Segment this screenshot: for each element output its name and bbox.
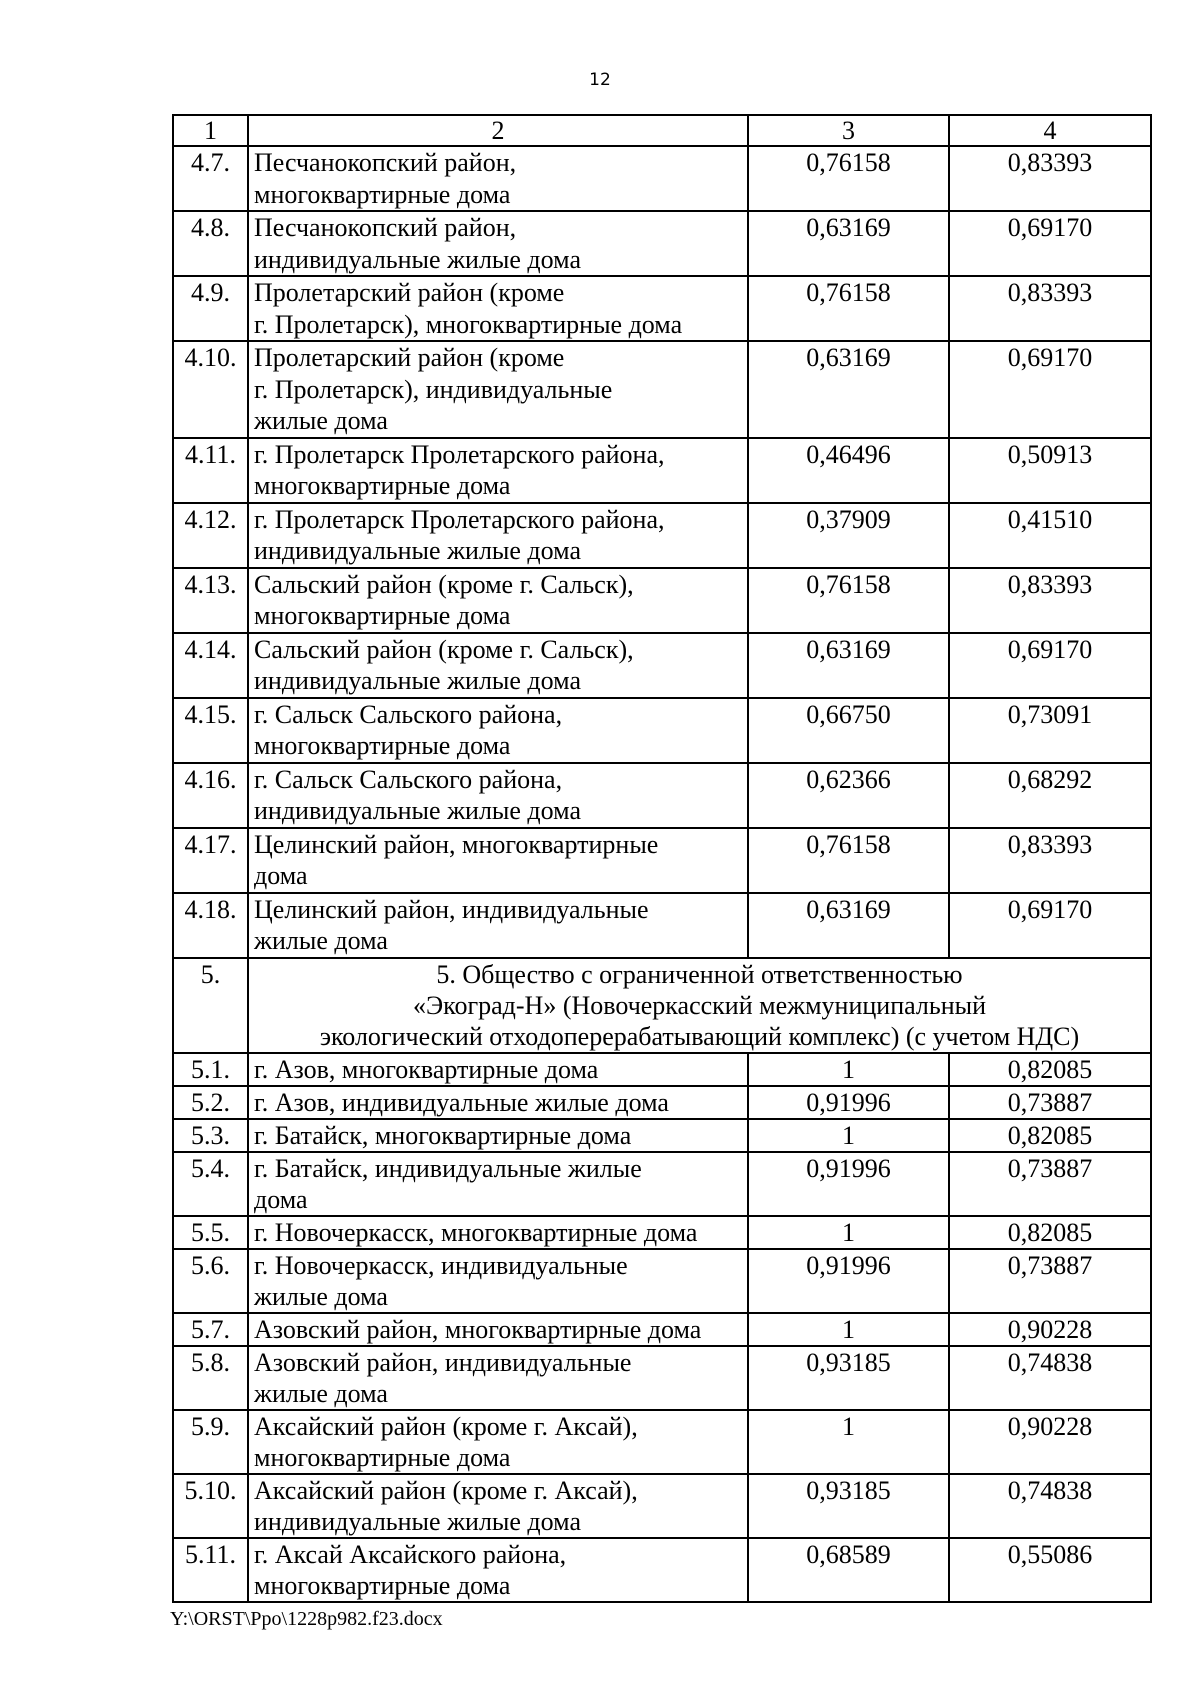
row-value-col4: 0,55086 [949,1538,1151,1602]
row-number: 5.5. [173,1216,248,1249]
row-value-col3: 0,91996 [748,1086,949,1119]
table-row [173,1249,1151,1313]
row-name: Сальский район (кроме г. Сальск), многоквартирные дома [248,568,748,633]
table-row [173,211,1151,276]
header-col-4: 4 [949,115,1151,146]
row-value-col4: 0,69170 [949,893,1151,958]
row-value-col4: 0,83393 [949,276,1151,341]
row-value-col4: 0,73091 [949,698,1151,763]
row-number: 4.17. [173,828,248,893]
row-value-col3: 0,76158 [748,568,949,633]
row-name: Песчанокопский район, многоквартирные дома [248,146,748,211]
table-body [173,115,1151,1602]
row-value-col3: 0,76158 [748,828,949,893]
row-name: г. Сальск Сальского района, многоквартирные дома [248,698,748,763]
row-name: г. Новочеркасск, индивидуальные жилые дома [248,1249,748,1313]
table-row [173,828,1151,893]
row-value-col4: 0,74838 [949,1346,1151,1410]
row-number: 4.7. [173,146,248,211]
row-value-col3: 0,63169 [748,211,949,276]
row-number: 5.1. [173,1053,248,1086]
row-value-col3: 1 [748,1119,949,1152]
header-col-1: 1 [173,115,248,146]
table-row [173,503,1151,568]
table-row [173,1474,1151,1538]
table-row [173,763,1151,828]
row-value-col4: 0,82085 [949,1119,1151,1152]
row-name: г. Азов, многоквартирные дома [248,1053,748,1086]
table-row [173,341,1151,438]
row-name: Целинский район, индивидуальные жилые дома [248,893,748,958]
row-number: 4.13. [173,568,248,633]
table-row [173,1086,1151,1119]
table-row [173,1313,1151,1346]
table-row [173,276,1151,341]
page-number: 12 [589,70,611,90]
row-value-col4: 0,50913 [949,438,1151,503]
row-value-col3: 0,62366 [748,763,949,828]
file-path-footer: Y:\ORST\Ppo\1228p982.f23.docx [170,1608,443,1630]
row-number: 4.18. [173,893,248,958]
section-title: 5. Общество с ограниченной ответственностью «Экоград-Н» (Новочеркасский межмуниципальный экологический отходоперерабатывающий комплекс) (с учетом НДС) [248,958,1151,1053]
row-value-col4: 0,90228 [949,1410,1151,1474]
row-value-col4: 0,69170 [949,633,1151,698]
table-header-row [173,115,1151,146]
table-row [173,893,1151,958]
row-number: 5.4. [173,1152,248,1216]
section-number: 5. [173,958,248,1053]
row-number: 5.2. [173,1086,248,1119]
row-number: 4.15. [173,698,248,763]
table-row [173,1346,1151,1410]
row-value-col3: 0,91996 [748,1152,949,1216]
row-value-col3: 0,68589 [748,1538,949,1602]
section-row [173,958,1151,1053]
row-value-col3: 1 [748,1216,949,1249]
row-value-col4: 0,73887 [949,1249,1151,1313]
row-number: 5.8. [173,1346,248,1410]
row-number: 5.10. [173,1474,248,1538]
row-number: 5.11. [173,1538,248,1602]
row-name: Азовский район, многоквартирные дома [248,1313,748,1346]
row-value-col3: 0,76158 [748,146,949,211]
row-number: 4.9. [173,276,248,341]
row-name: г. Азов, индивидуальные жилые дома [248,1086,748,1119]
row-value-col4: 0,74838 [949,1474,1151,1538]
row-value-col4: 0,73887 [949,1152,1151,1216]
table-row [173,1152,1151,1216]
table-row [173,1538,1151,1602]
row-number: 5.6. [173,1249,248,1313]
row-value-col3: 0,93185 [748,1474,949,1538]
row-name: Аксайский район (кроме г. Аксай), индивидуальные жилые дома [248,1474,748,1538]
row-value-col3: 0,63169 [748,633,949,698]
row-number: 4.16. [173,763,248,828]
row-value-col3: 0,76158 [748,276,949,341]
row-name: Песчанокопский район, индивидуальные жилые дома [248,211,748,276]
table-row [173,1410,1151,1474]
row-name: г. Аксай Аксайского района, многоквартирные дома [248,1538,748,1602]
row-value-col3: 1 [748,1313,949,1346]
row-value-col4: 0,41510 [949,503,1151,568]
row-value-col3: 0,63169 [748,341,949,438]
header-col-2: 2 [248,115,748,146]
row-name: Сальский район (кроме г. Сальск), индивидуальные жилые дома [248,633,748,698]
row-value-col4: 0,69170 [949,211,1151,276]
row-number: 5.9. [173,1410,248,1474]
row-value-col4: 0,82085 [949,1053,1151,1086]
row-value-col4: 0,68292 [949,763,1151,828]
row-value-col3: 0,46496 [748,438,949,503]
row-name: г. Новочеркасск, многоквартирные дома [248,1216,748,1249]
row-value-col4: 0,83393 [949,828,1151,893]
row-value-col3: 0,93185 [748,1346,949,1410]
row-number: 4.8. [173,211,248,276]
row-number: 5.7. [173,1313,248,1346]
row-value-col4: 0,69170 [949,341,1151,438]
row-value-col3: 1 [748,1410,949,1474]
table-row [173,1119,1151,1152]
row-value-col4: 0,83393 [949,146,1151,211]
header-col-3: 3 [748,115,949,146]
table-row [173,698,1151,763]
tariff-table [172,114,1152,1603]
table-row [173,1216,1151,1249]
row-name: г. Сальск Сальского района, индивидуальные жилые дома [248,763,748,828]
row-name: г. Пролетарск Пролетарского района, индивидуальные жилые дома [248,503,748,568]
row-number: 4.11. [173,438,248,503]
row-number: 4.10. [173,341,248,438]
row-value-col3: 0,66750 [748,698,949,763]
row-value-col4: 0,83393 [949,568,1151,633]
row-name: Аксайский район (кроме г. Аксай), многоквартирные дома [248,1410,748,1474]
row-name: г. Батайск, индивидуальные жилые дома [248,1152,748,1216]
row-number: 4.14. [173,633,248,698]
row-name: г. Батайск, многоквартирные дома [248,1119,748,1152]
row-name: Целинский район, многоквартирные дома [248,828,748,893]
row-name: г. Пролетарск Пролетарского района, многоквартирные дома [248,438,748,503]
row-value-col3: 0,37909 [748,503,949,568]
row-name: Азовский район, индивидуальные жилые дома [248,1346,748,1410]
row-value-col3: 0,63169 [748,893,949,958]
row-name: Пролетарский район (кроме г. Пролетарск), индивидуальные жилые дома [248,341,748,438]
row-name: Пролетарский район (кроме г. Пролетарск), многоквартирные дома [248,276,748,341]
table-row [173,568,1151,633]
row-value-col4: 0,82085 [949,1216,1151,1249]
row-value-col3: 0,91996 [748,1249,949,1313]
table-row [173,633,1151,698]
row-number: 4.12. [173,503,248,568]
row-number: 5.3. [173,1119,248,1152]
table-row [173,146,1151,211]
row-value-col3: 1 [748,1053,949,1086]
row-value-col4: 0,73887 [949,1086,1151,1119]
row-value-col4: 0,90228 [949,1313,1151,1346]
table-row [173,1053,1151,1086]
table-row [173,438,1151,503]
